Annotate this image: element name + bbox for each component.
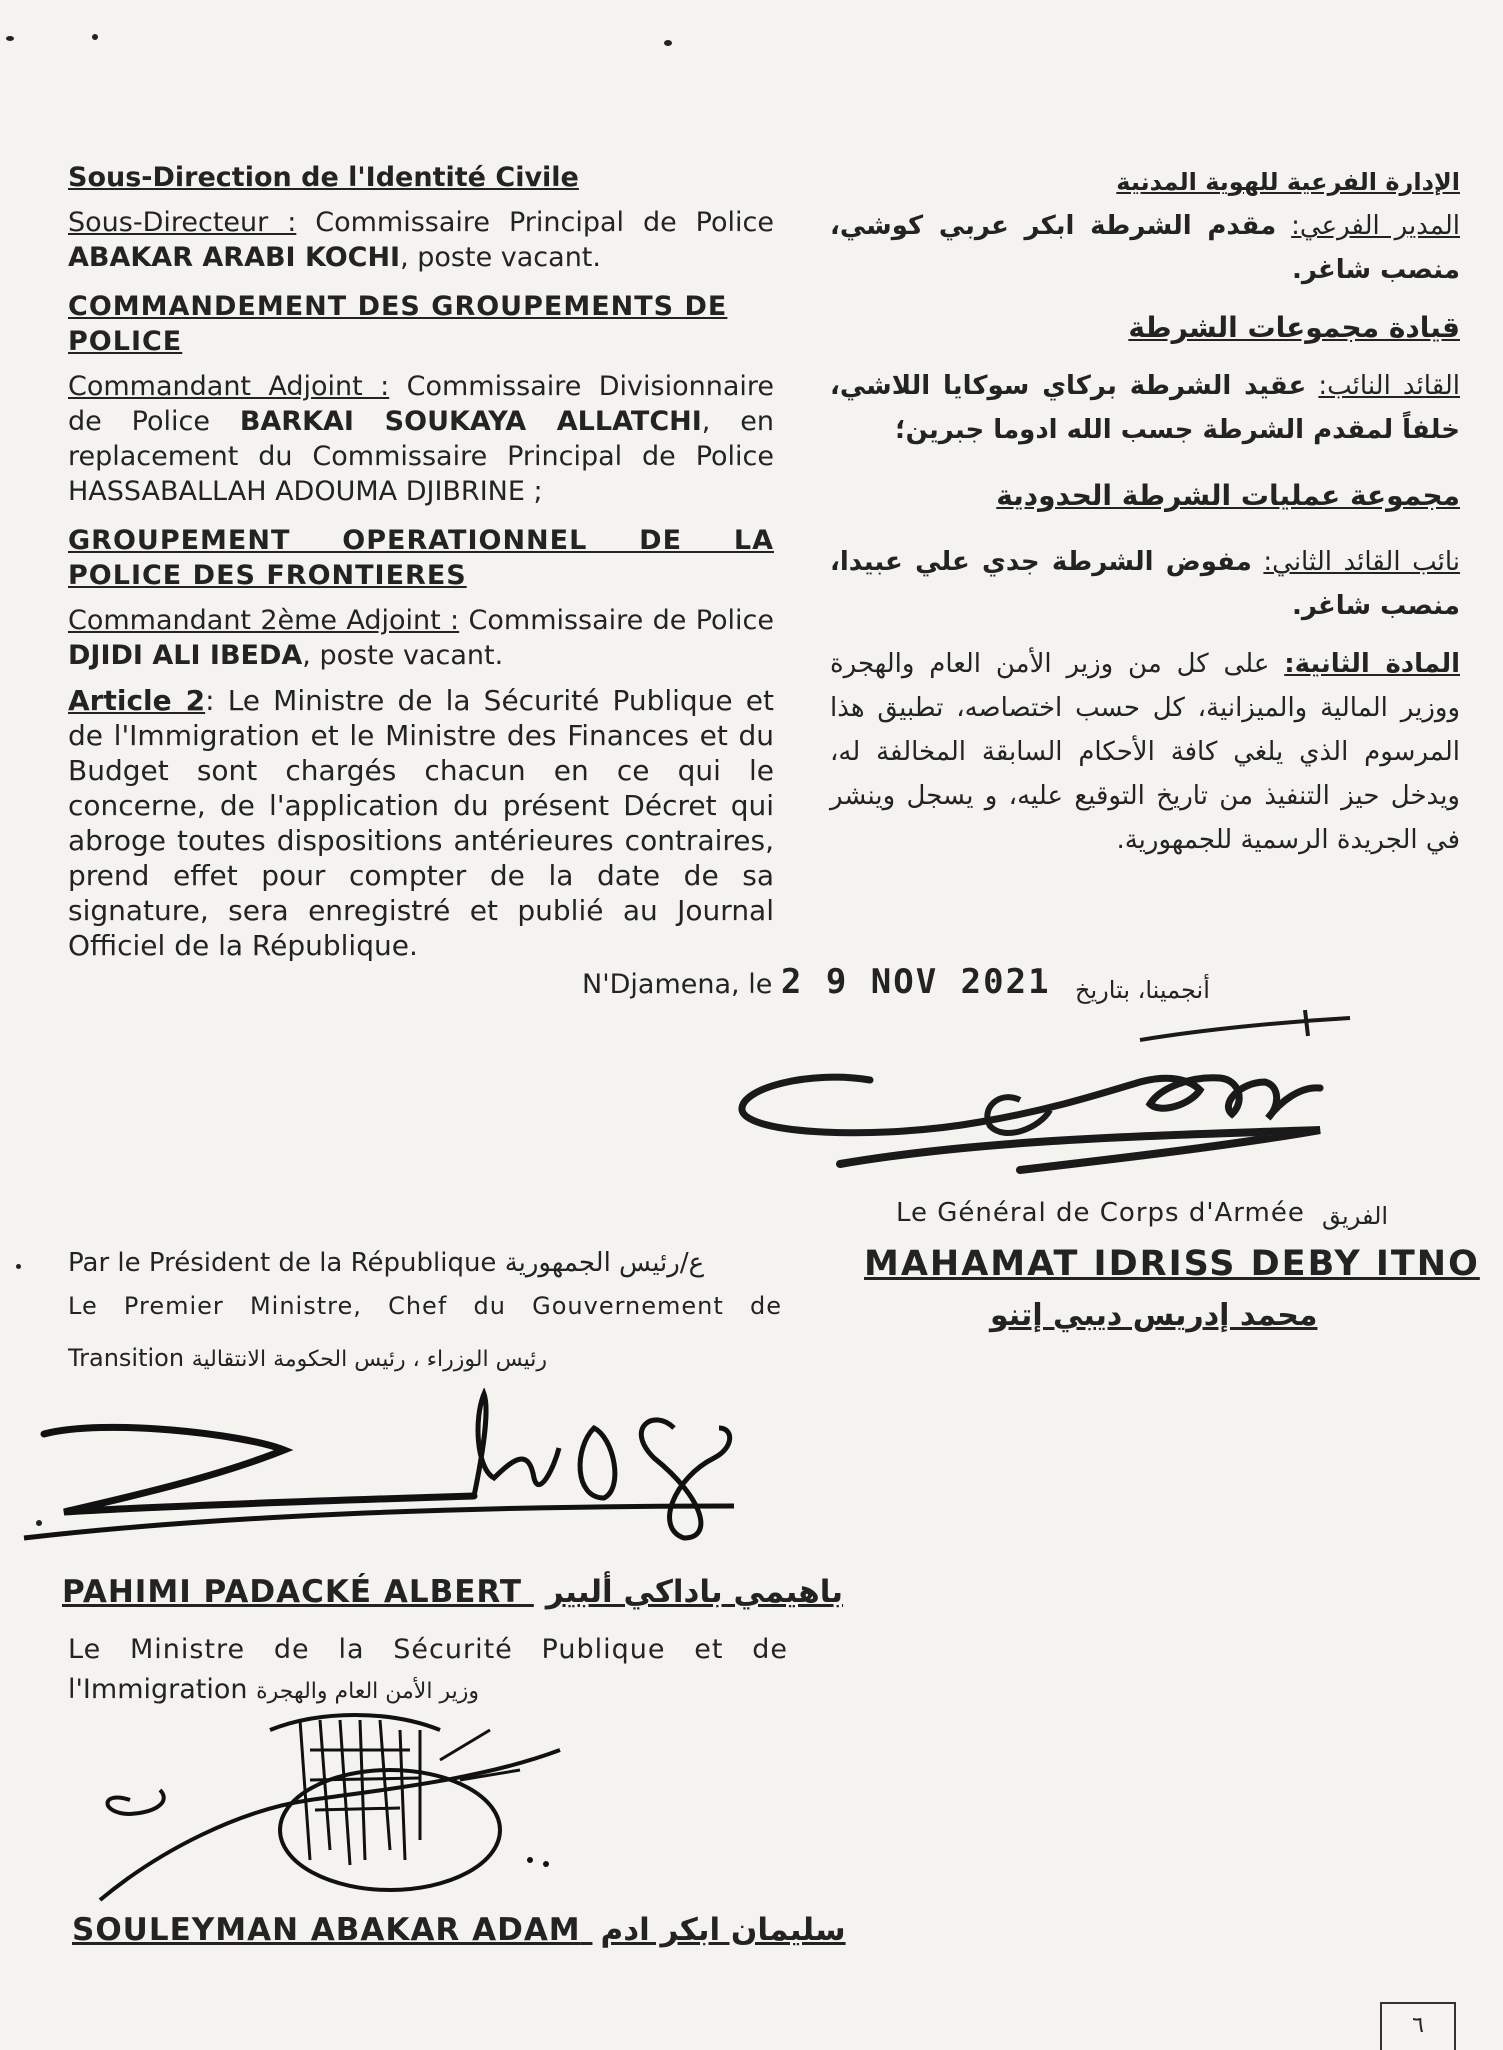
arabic-sous-direction-heading: الإدارة الفرعية للهوية المدنية: [1116, 168, 1460, 196]
article-2-paragraph: [68, 683, 774, 963]
arabic-groupement-heading: مجموعة عمليات الشرطة الحدودية: [996, 479, 1460, 512]
prime-minister-title-line2: [68, 1344, 547, 1372]
date-arabic: أنجمينا، بتاريخ: [1075, 976, 1210, 1004]
commandant-adjoint-label: Commandant Adjoint :: [68, 371, 390, 402]
president-signature: [720, 1010, 1360, 1190]
scan-speck: [36, 1520, 42, 1526]
arabic-directeur-text: مقدم الشرطة ابكر عربي كوشي، منصب شاغر.: [830, 211, 1460, 285]
date-line: [582, 962, 1051, 1002]
arabic-article-text: على كل من وزير الأمن العام والهجرة ووزير المالية والميزانية، كل حسب اختصاصه، تطبيق هذا المرسوم الذي يلغي كافة الأحكام السابقة المخالفة له، ويدخل حيز التنفيذ من تاريخ التوقيع عليه، و يسجل وينشر في الجريدة الرسمية للجمهورية.: [830, 649, 1460, 855]
arabic-article-paragraph: [830, 642, 1460, 862]
arabic-article-label: المادة الثانية:: [1284, 649, 1460, 679]
commandant-adjoint-text: Commissaire Divisionnaire de Police: [68, 371, 774, 437]
minister-name-arabic: سليمان ابكر ادم: [600, 1912, 846, 1948]
minister-title-arabic: وزير الأمن العام والهجرة: [256, 1679, 479, 1704]
prime-minister-title-arabic: رئيس الوزراء ، رئيس الحكومة الانتقالية: [191, 1347, 548, 1372]
president-name: MAHAMAT IDRISS DEBY ITNO: [864, 1244, 1480, 1284]
commandant-2eme-text: Commissaire de Police: [468, 605, 774, 636]
par-le-president-label: Par le Président de la République: [68, 1248, 497, 1278]
sous-direction-heading: Sous-Direction de l'Identité Civile: [68, 162, 579, 193]
minister-name: SOULEYMAN ABAKAR ADAM: [72, 1912, 581, 1948]
scan-speck: [664, 40, 672, 46]
minister-name-line: [72, 1912, 846, 1948]
president-name-arabic: محمد إدريس ديبي إتنو: [990, 1298, 1318, 1333]
arabic-adjoint-paragraph: [830, 364, 1460, 452]
commandant-2eme-name: DJIDI ALI IBEDA: [68, 640, 303, 671]
prime-minister-title-line1: Le Premier Ministre, Chef du Gouvernement de: [68, 1292, 782, 1320]
groupement-heading: GROUPEMENT OPERATIONNEL DE LA POLICE DES FRONTIERES: [68, 525, 774, 591]
article-2-label: Article 2: [68, 684, 206, 717]
commandant-adjoint-name: BARKAI SOUKAYA ALLATCHI: [239, 406, 702, 437]
arabic-second-text: مفوض الشرطة جدي علي عبيدا، منصب شاغر.: [830, 547, 1460, 621]
commandant-adjoint-paragraph: [68, 369, 774, 509]
prime-minister-transition: Transition: [68, 1344, 185, 1372]
commandant-2eme-label: Commandant 2ème Adjoint :: [68, 605, 460, 636]
french-column: [68, 160, 774, 963]
par-le-president-line: [68, 1248, 704, 1278]
minister-title-line1: Le Ministre de la Sécurité Publique et de: [68, 1634, 788, 1665]
president-title: Le Général de Corps d'Armée: [896, 1198, 1305, 1228]
article-2-text: : Le Ministre de la Sécurité Publique et de l'Immigration et le Ministre des Finances et du Budget sont chargés chacun en ce qui le concerne, de l'application du présent Décret qui abroge toutes dispositions antérieures contraires, prend effet pour compter de la date de sa signature, sera enregistré et publié au Journal Officiel de la République.: [68, 684, 774, 962]
prime-minister-name: PAHIMI PADACKÉ ALBERT: [62, 1574, 523, 1610]
commandant-2eme-paragraph: [68, 603, 774, 673]
page-number: ٦: [1380, 2002, 1456, 2050]
arabic-column: [830, 160, 1460, 862]
president-title-arabic: الفريق: [1322, 1202, 1389, 1230]
arabic-second-paragraph: [830, 540, 1460, 628]
commandement-heading: COMMANDEMENT DES GROUPEMENTS DE POLICE: [68, 291, 728, 357]
scan-speck: [92, 34, 98, 40]
scan-speck: [6, 36, 14, 41]
prime-minister-signature: [14, 1388, 754, 1578]
arabic-commandement-heading: قيادة مجموعات الشرطة: [1128, 311, 1460, 344]
commandant-adjoint-replacement: , en replacement du Commissaire Principal de Police HASSABALLAH ADOUMA DJIBRINE ;: [68, 406, 774, 507]
arabic-adjoint-label: القائد النائب:: [1318, 371, 1461, 401]
commandant-2eme-status: , poste vacant.: [302, 640, 504, 671]
minister-immigration: l'Immigration: [68, 1674, 248, 1705]
sous-directeur-status: , poste vacant.: [400, 242, 601, 273]
minister-signature: [60, 1690, 620, 1920]
arabic-directeur-label: المدير الفرعي:: [1291, 211, 1461, 241]
prime-minister-name-arabic: باهيمي باداكي ألبير: [545, 1574, 844, 1610]
sous-directeur-name: ABAKAR ARABI KOCHI: [68, 242, 401, 273]
arabic-adjoint-text: عقيد الشرطة بركاي سوكايا اللاشي، خلفاً لمقدم الشرطة جسب الله ادوما جبرين؛: [830, 371, 1460, 445]
sous-directeur-text: Commissaire Principal de Police: [315, 207, 774, 238]
date-stamp: 2 9 NOV 2021: [780, 962, 1051, 1002]
arabic-directeur-paragraph: [830, 204, 1460, 292]
arabic-second-label: نائب القائد الثاني:: [1263, 547, 1461, 577]
scan-speck: [16, 1264, 21, 1269]
sous-directeur-paragraph: [68, 205, 774, 275]
sous-directeur-label: Sous-Directeur :: [68, 207, 297, 238]
date-prefix: N'Djamena, le: [582, 969, 773, 1000]
prime-minister-name-line: [62, 1574, 843, 1610]
par-le-president-arabic: ع/رئيس الجمهورية: [504, 1248, 705, 1278]
